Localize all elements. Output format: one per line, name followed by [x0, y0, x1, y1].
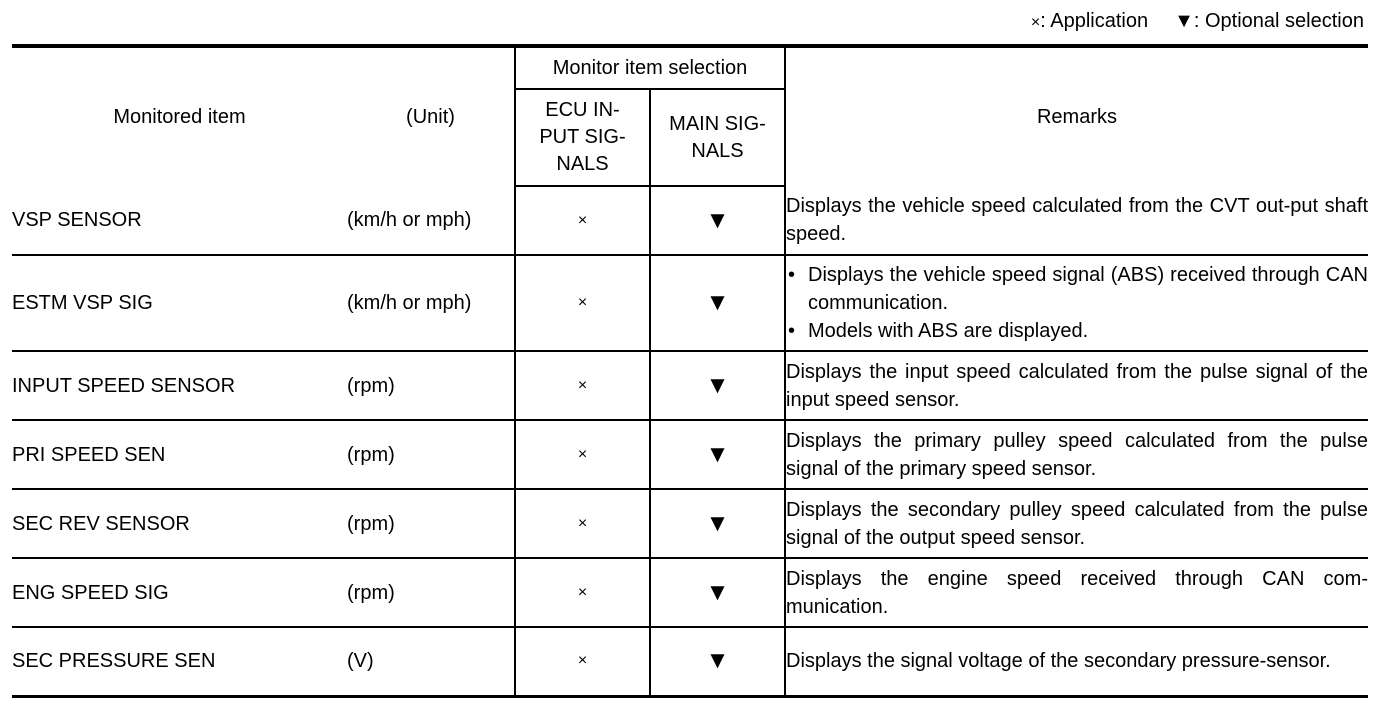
header-monitor-item-selection: Monitor item selection: [515, 46, 785, 89]
monitored-item-cell: PRI SPEED SEN: [12, 443, 166, 466]
header-remarks: Remarks: [785, 46, 1368, 186]
optional-selection-label: : Optional selection: [1193, 10, 1364, 32]
application-label: : Application: [1040, 10, 1149, 32]
legend: [1031, 9, 1364, 35]
main-signals-mark: ▼: [650, 351, 785, 420]
header-ecu-line: NALS: [556, 153, 609, 175]
main-signals-mark: ▼: [650, 420, 785, 489]
optional-selection-symbol: ▼: [1174, 10, 1194, 32]
legend-application: [1031, 9, 1148, 35]
unit-cell: (km/h or mph): [347, 292, 472, 314]
header-unit: (Unit): [347, 46, 515, 186]
table-row: [12, 255, 1368, 351]
table-row: [12, 351, 1368, 420]
remarks-cell: Displays the signal voltage of the secondary pressure-sensor.: [786, 650, 1331, 673]
ecu-input-signals-mark: ×: [515, 627, 650, 696]
remarks-cell: [785, 255, 1368, 351]
table-row: [12, 489, 1368, 558]
header-main-line: NALS: [691, 139, 744, 162]
main-signals-mark: ▼: [650, 627, 785, 696]
unit-cell: (V): [347, 650, 374, 673]
header-main-signals: [650, 89, 785, 186]
main-signals-mark: ▼: [650, 255, 785, 351]
header-ecu-line: PUT SIG-: [539, 126, 626, 148]
ecu-input-signals-mark: ×: [515, 420, 650, 489]
ecu-input-signals-mark: ×: [515, 255, 650, 351]
monitored-item-cell: VSP SENSOR: [12, 209, 142, 231]
ecu-input-signals-mark: ×: [515, 351, 650, 420]
unit-cell: (km/h or mph): [347, 209, 472, 231]
monitored-item-cell: SEC PRESSURE SEN: [12, 650, 216, 673]
monitored-item-cell: ESTM VSP SIG: [12, 292, 153, 314]
header-ecu-input-signals: [515, 89, 650, 186]
unit-cell: (rpm): [347, 443, 395, 466]
monitored-item-cell: ENG SPEED SIG: [12, 581, 169, 604]
table-row: [12, 627, 1368, 696]
application-symbol: ×: [1030, 14, 1041, 31]
table-row: [12, 420, 1368, 489]
remarks-text: Models with ABS are displayed.: [808, 320, 1089, 342]
main-signals-mark: ▼: [650, 558, 785, 627]
unit-cell: (rpm): [347, 512, 395, 535]
remarks-list-item: • Models with ABS are displayed.: [788, 320, 1089, 342]
main-signals-mark: ▼: [650, 186, 785, 255]
unit-cell: (rpm): [347, 581, 395, 604]
header-monitored-item: Monitored item: [12, 46, 347, 186]
main-signals-mark: ▼: [650, 489, 785, 558]
remarks-text: Displays the vehicle speed signal (ABS) received through CAN communication.: [808, 264, 1368, 314]
table-row: [12, 558, 1368, 627]
remarks-cell: Displays the input speed calculated from the pulse signal of the input speed sensor.: [786, 360, 1368, 411]
remarks-list: [786, 261, 1368, 345]
monitor-item-table: [12, 44, 1368, 698]
ecu-input-signals-mark: ×: [515, 558, 650, 627]
remarks-cell: Displays the vehicle speed calculated from the CVT out-put shaft speed.: [786, 195, 1368, 245]
monitored-item-cell: INPUT SPEED SENSOR: [12, 374, 236, 397]
table-row: [12, 186, 1368, 255]
remarks-list-item: • Displays the vehicle speed signal (ABS) received through CAN communication.: [788, 264, 1368, 314]
remarks-cell: Displays the primary pulley speed calculated from the pulse signal of the primary speed sensor.: [786, 429, 1368, 480]
remarks-cell: Displays the secondary pulley speed calculated from the pulse signal of the output speed sensor.: [786, 498, 1368, 549]
monitored-item-cell: SEC REV SENSOR: [12, 512, 190, 535]
remarks-cell: Displays the engine speed received through CAN com-munication.: [786, 567, 1368, 618]
unit-cell: (rpm): [347, 374, 395, 397]
header-ecu-line: ECU IN-: [545, 99, 620, 121]
ecu-input-signals-mark: ×: [515, 186, 650, 255]
ecu-input-signals-mark: ×: [515, 489, 650, 558]
legend-optional: [1174, 9, 1364, 33]
header-main-line: MAIN SIG-: [669, 112, 766, 135]
